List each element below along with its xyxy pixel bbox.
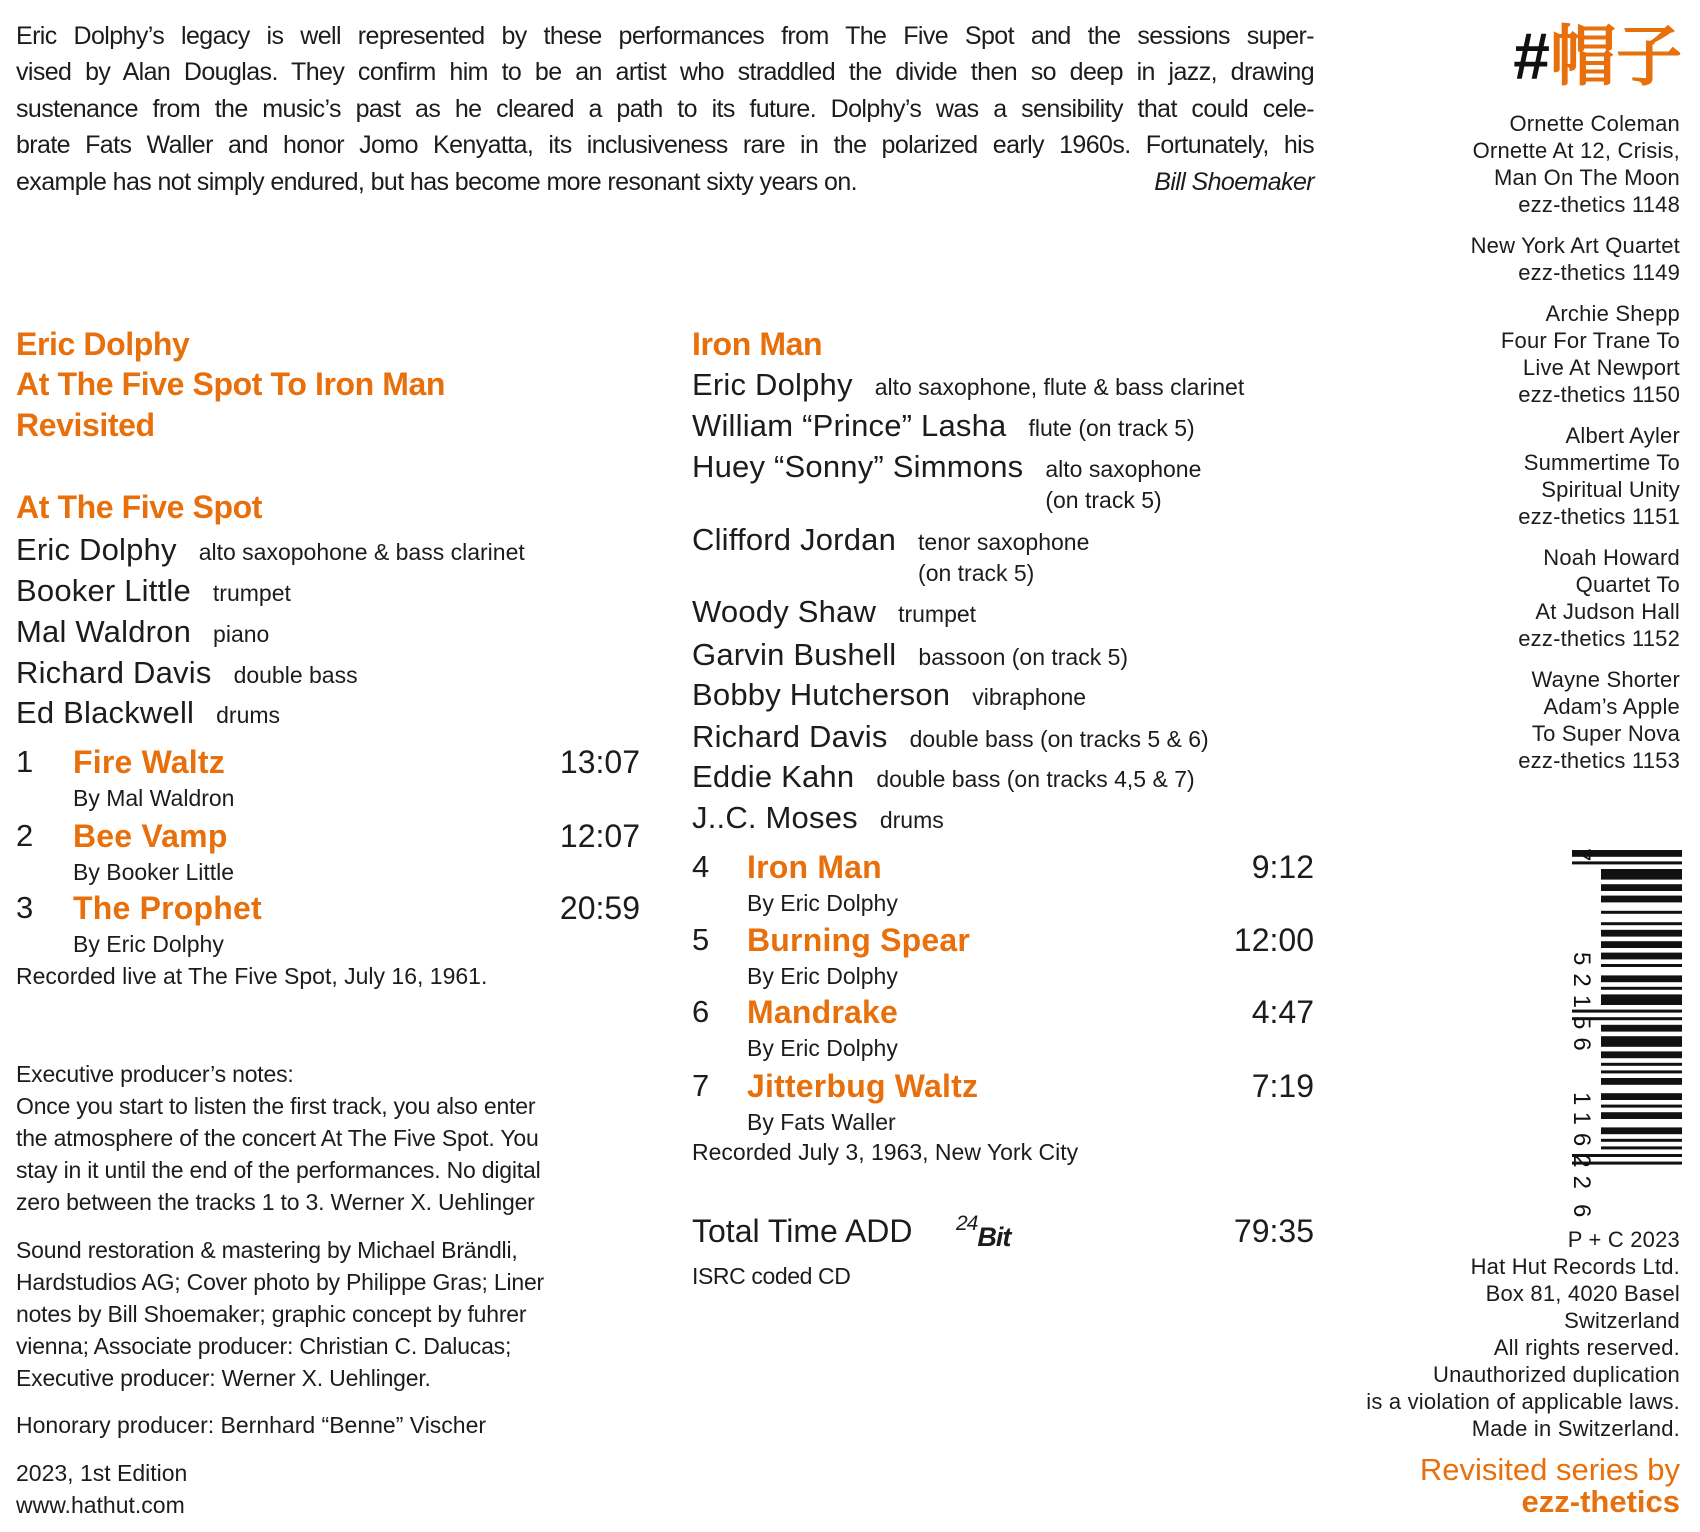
track-number: 4 [692,849,710,884]
legal-line: Unauthorized duplication [1433,1362,1680,1387]
iron-man-heading: Iron Man [692,326,823,362]
series-line: Revisited series by [1419,1452,1680,1487]
musician-name: Richard Davis [16,655,212,690]
musician-row [692,520,1090,586]
logo-text: 帽子 [1550,19,1682,93]
album-title-suffix: Revisited [16,407,155,443]
barcode-bar [1601,994,1682,1005]
production-credits [16,1234,544,1394]
instrument-text: vibraphone [972,684,1087,710]
honorary-producer: Honorary producer: Bernhard “Benne” Vischer [16,1412,487,1438]
track-duration: 12:07 [559,818,640,854]
catalog-list [1471,110,1680,788]
credits-line: Sound restoration & mastering by Michael Brändli, [16,1237,518,1263]
barcode-bar [1601,1063,1682,1066]
musician-name: Mal Waldron [16,614,192,649]
track-composer: By Eric Dolphy [747,890,898,916]
track-row[interactable] [16,888,640,960]
instrument-text: alto saxophone, flute & bass clarinet [874,374,1245,400]
track-composer: By Eric Dolphy [73,931,224,957]
musician-name: Garvin Bushell [692,637,897,672]
instrument-text: flute (on track 5) [1028,415,1195,441]
musician-row [692,365,1244,405]
musician-instrument [898,594,976,634]
musician-instrument [213,573,291,613]
barcode-bar [1601,953,1682,960]
musician-name: Woody Shaw [692,594,877,629]
track-duration: 12:00 [1233,922,1314,958]
track-composer: By Booker Little [73,859,235,885]
barcode-bar [1601,884,1682,891]
musician-instrument [875,367,1245,407]
barcode-bar [1601,1078,1682,1085]
album-title-artist: Eric Dolphy [16,326,190,362]
notes-line: Once you start to listen the first track, you also enter [16,1093,536,1119]
barcode-bar [1601,922,1682,925]
musician-row [16,530,525,570]
musician-name: Eddie Kahn [692,759,855,794]
catalog-line: Man On The Moon [1493,165,1680,190]
track-row[interactable] [16,816,640,888]
catalog-line: Spiritual Unity [1541,477,1680,502]
musician-row [692,592,976,632]
bit-number: 24 [956,1212,978,1235]
instrument-text: alto saxopohone & bass clarinet [198,539,525,565]
musician-row [16,612,269,652]
credits-line: Executive producer: Werner X. Uehlinger. [16,1365,431,1391]
track-number: 7 [692,1068,710,1103]
catalog-line: Adam’s Apple [1543,694,1680,719]
barcode-digits: 6 [1568,1204,1595,1226]
barcode-bar [1601,1051,1682,1058]
musician-instrument [1045,449,1202,513]
musician-instrument [234,655,358,695]
catalog-entry [1471,110,1680,218]
barcode-bar [1601,987,1682,990]
album-title: At The Five Spot To Iron Man [16,366,446,402]
bit-label: Bit [977,1222,1011,1252]
track-title: Burning Spear [747,922,971,958]
track-row[interactable] [692,992,1314,1064]
executive-producer-notes [16,1058,540,1218]
legal-line: Hat Hut Records Ltd. [1470,1254,1680,1279]
musician-name: William “Prince” Lasha [692,408,1007,443]
barcode-bar [1601,1070,1682,1073]
instrument-text: trumpet [898,601,977,627]
track-duration: 9:12 [1251,849,1314,885]
musician-name: Bobby Hutcherson [692,677,951,712]
barcode-bar [1601,869,1682,880]
musician-instrument [1028,408,1194,448]
barcode-bar [1601,975,1682,982]
notes-line: stay in it until the end of the performances. No digital [16,1157,541,1183]
catalog-line: New York Art Quartet [1470,233,1680,258]
24-bit-badge [956,1213,1010,1253]
track-title: The Prophet [73,890,262,926]
track-composer: By Eric Dolphy [747,1035,898,1061]
instrument-text: double bass [233,662,358,688]
barcode-bar [1601,1025,1682,1032]
barcode-bar [1601,1093,1682,1100]
legal-line: Switzerland [1564,1308,1680,1333]
instrument-text: drums [879,807,944,833]
intro-author: Bill Shoemaker [1154,167,1314,196]
track-composer: By Eric Dolphy [747,963,898,989]
intro-line: vised by Alan Douglas. They confirm him to be an artist who straddled the divide then so deep in jazz, drawing [16,58,1314,87]
barcode [1566,842,1686,1226]
catalog-entry [1471,232,1680,286]
musician-name: J..C. Moses [692,800,858,835]
instrument-text: double bass (on tracks 4,5 & 7) [876,766,1195,792]
track-row[interactable] [692,920,1314,992]
five-spot-recording-info: Recorded live at The Five Spot, July 16, 1961. [16,963,488,989]
legal-line: Made in Switzerland. [1471,1416,1680,1441]
track-duration: 13:07 [559,744,640,780]
barcode-bar [1601,1139,1682,1142]
barcode-bar [1601,941,1682,948]
musician-row [692,406,1195,446]
track-number: 2 [16,818,34,853]
track-composer: By Mal Waldron [73,785,235,811]
track-number: 3 [16,890,34,925]
musician-name: Richard Davis [692,719,888,754]
legal-line: Box 81, 4020 Basel [1485,1281,1680,1306]
instrument-text: bassoon (on track 5) [918,644,1129,670]
musician-row [692,798,944,838]
musician-instrument [213,614,269,654]
instrument-note: (on track 5) [918,560,1035,586]
musician-instrument [918,522,1090,586]
barcode-bar [1601,1105,1682,1108]
musician-instrument [216,695,280,735]
catalog-line: At Judson Hall [1535,599,1680,624]
intro-line: sustenance from the music’s past as he cleared a path to its future. Dolphy’s was a sensibility that could cele- [16,94,1314,123]
musician-name: Ed Blackwell [16,695,195,730]
catalog-line: Ornette At 12, Crisis, [1472,138,1680,163]
track-title: Iron Man [747,849,882,885]
credits-line: vienna; Associate producer: Christian C. Dalucas; [16,1333,512,1359]
liner-notes-intro [16,18,1314,200]
track-row[interactable] [692,1066,1314,1138]
musician-row [692,717,1209,757]
legal-line: P + C 2023 [1567,1227,1680,1252]
website-link[interactable]: www.hathut.com [16,1492,185,1518]
instrument-text: tenor saxophone [918,529,1090,555]
credits-line: Hardstudios AG; Cover photo by Philippe Gras; Liner [16,1269,545,1295]
catalog-line: Live At Newport [1522,355,1680,380]
track-duration: 7:19 [1251,1068,1314,1104]
musician-row [692,635,1128,675]
logo-hash: # [1513,19,1550,93]
musician-row [692,675,1086,715]
barcode-bar [1601,1112,1682,1119]
catalog-line: Four For Trane To [1500,328,1680,353]
track-number: 5 [692,922,710,957]
catalog-line: ezz-thetics 1151 [1518,504,1680,529]
instrument-note: (on track 5) [1045,487,1162,513]
musician-instrument [972,677,1086,717]
track-composer: By Fats Waller [747,1109,896,1135]
total-time-value: 79:35 [1233,1213,1314,1249]
isrc-note: ISRC coded CD [692,1263,851,1289]
intro-line: example has not simply endured, but has become more resonant sixty years on. [16,167,857,196]
credits-line: notes by Bill Shoemaker; graphic concept by fuhrer [16,1301,527,1327]
track-title: Mandrake [747,994,898,1030]
catalog-line: ezz-thetics 1153 [1518,748,1680,773]
hatology-logo [1513,18,1682,94]
notes-line: zero between the tracks 1 to 3. Werner X. Uehlinger [16,1189,535,1215]
instrument-text: piano [213,621,270,647]
track-title: Jitterbug Waltz [747,1068,979,1104]
legal-line: All rights reserved. [1493,1335,1680,1360]
musician-row [692,447,1202,513]
catalog-line: Noah Howard [1543,545,1680,570]
catalog-line: Summertime To [1523,450,1680,475]
barcode-bar [1601,1036,1682,1047]
musician-name: Booker Little [16,573,191,608]
catalog-line: Wayne Shorter [1531,667,1680,692]
barcode-bar [1601,1146,1682,1149]
intro-last-row [16,164,1314,200]
legal-line: is a violation of applicable laws. [1366,1389,1680,1414]
total-time-label: Total Time ADD [692,1213,913,1249]
instrument-text: trumpet [212,580,291,606]
musician-instrument [910,719,1209,759]
catalog-entry [1471,666,1680,774]
legal-info [1366,1226,1680,1442]
barcode-bar [1601,964,1682,967]
musician-name: Huey “Sonny” Simmons [692,449,1024,484]
musician-row [692,757,1195,797]
barcode-digits: 52156 [1568,952,1595,1059]
intro-line: brate Fats Waller and honor Jomo Kenyatta, its inclusiveness rare in the polarized early 1960s. Fortunately, his [16,131,1314,160]
musician-row [16,693,280,733]
catalog-line: Ornette Coleman [1509,111,1680,136]
series-credit [1420,1454,1680,1518]
track-row[interactable] [16,742,640,814]
catalog-line: ezz-thetics 1152 [1518,626,1680,651]
catalog-line: Quartet To [1575,572,1680,597]
musician-instrument [918,637,1128,677]
musician-instrument [876,759,1194,799]
musician-row [16,653,358,693]
notes-line: the atmosphere of the concert At The Five Spot. You [16,1125,539,1151]
musician-name: Eric Dolphy [692,367,853,402]
catalog-line: ezz-thetics 1150 [1518,382,1680,407]
barcode-digits: 7 [1568,848,1595,870]
track-number: 6 [692,994,710,1029]
barcode-bar [1601,896,1682,903]
musician-instrument [880,800,944,840]
catalog-entry [1471,300,1680,408]
barcode-bar [1601,930,1682,937]
instrument-text: drums [216,702,281,728]
catalog-entry [1471,422,1680,530]
musician-instrument [199,532,525,572]
instrument-text: double bass (on tracks 5 & 6) [909,726,1209,752]
track-number: 1 [16,744,34,779]
catalog-line: Albert Ayler [1565,423,1680,448]
edition: 2023, 1st Edition [16,1460,188,1486]
track-title: Fire Waltz [73,744,225,780]
track-title: Bee Vamp [73,818,228,854]
track-duration: 20:59 [559,890,640,926]
barcode-bar [1601,1127,1682,1134]
catalog-entry [1471,544,1680,652]
catalog-line: ezz-thetics 1149 [1518,260,1680,285]
track-duration: 4:47 [1251,994,1314,1030]
intro-line: Eric Dolphy’s legacy is well represented by these performances from The Five Spot and the sessions super- [16,22,1314,50]
musician-name: Clifford Jordan [692,522,897,557]
catalog-line: To Super Nova [1531,721,1680,746]
notes-line: Executive producer’s notes: [16,1061,294,1087]
five-spot-heading: At The Five Spot [16,489,263,525]
iron-man-recording-info: Recorded July 3, 1963, New York City [692,1139,1079,1165]
track-row[interactable] [692,847,1314,919]
instrument-text: alto saxophone [1045,456,1202,482]
musician-row [16,571,291,611]
catalog-line: Archie Shepp [1545,301,1680,326]
musician-name: Eric Dolphy [16,532,177,567]
barcode-bar [1601,911,1682,914]
barcode-digits: 11622 [1568,1092,1595,1197]
catalog-line: ezz-thetics 1148 [1518,192,1680,217]
series-label: ezz-thetics [1521,1484,1680,1519]
